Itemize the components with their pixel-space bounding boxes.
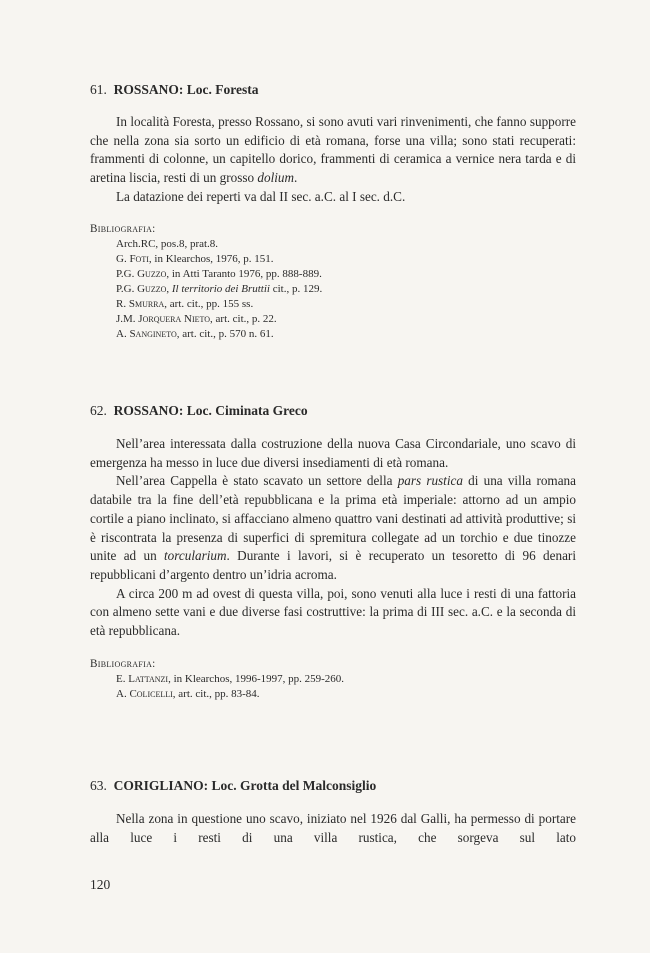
citation-author: G. Foti xyxy=(116,252,149,265)
citation-author: J.M. Jorquera Nieto xyxy=(116,312,211,325)
text-run: di una villa romana databile tra la fine dell’età repubblicana e la prima età imperiale: attorno ad un ampio cortile a piano inclinato, si affacciano almeno quattro vani destinati ad attività produttive; si è riscontrata la presenza di superfici di spremitura collegate ad un torchio e due tinozze unite ad un xyxy=(90,473,576,564)
italic-term: pars rustica xyxy=(397,473,463,489)
paragraph xyxy=(90,188,576,207)
entry-number: 61. xyxy=(90,82,107,97)
citation-author: P.G. Guzzo xyxy=(116,282,167,295)
citation-text: , art. cit., pp. 83-84. xyxy=(172,687,260,700)
bibliography-list xyxy=(90,237,576,342)
citation-author: A. Colicelli xyxy=(116,687,173,700)
page-number: 120 xyxy=(90,877,111,892)
entry-61 xyxy=(90,81,576,342)
text-run: Nell’area Cappella è stato scavato un settore della xyxy=(116,473,398,489)
entry-number: 63. xyxy=(90,778,107,793)
paragraph xyxy=(90,810,576,847)
paragraph xyxy=(90,113,576,188)
citation-author: R. Smurra xyxy=(116,297,165,310)
citation-text: , in Klearchos, 1996-1997, pp. 259-260. xyxy=(168,672,345,685)
bibliography-item xyxy=(116,297,576,312)
citation-text: , art. cit., p. 570 n. 61. xyxy=(176,327,274,340)
entry-heading xyxy=(90,777,576,794)
bibliography xyxy=(90,657,576,702)
citation-text: , in Klearchos, 1976, p. 151. xyxy=(148,252,274,265)
entry-heading xyxy=(90,81,576,98)
entry-body xyxy=(90,435,576,641)
paragraph xyxy=(90,585,576,641)
text-run: Nella zona in questione uno scavo, iniziato nel 1926 dal Galli, ha permesso di portare alla luce i resti di una villa rustica, che sorgeva sul lato xyxy=(90,811,576,845)
italic-term: torcularium xyxy=(164,548,227,564)
entry-title: ROSSANO: Loc. Ciminata Greco xyxy=(113,403,308,418)
citation-text: cit., p. 129. xyxy=(269,282,323,295)
bibliography-item xyxy=(116,312,576,327)
citation-text: , xyxy=(166,282,172,295)
paragraph xyxy=(90,472,576,584)
citation-author: P.G. Guzzo xyxy=(116,267,167,280)
bibliography-item xyxy=(116,282,576,297)
paragraph xyxy=(90,435,576,472)
text-run: A circa 200 m ad ovest di questa villa, poi, sono venuti alla luce i resti di una fattoria con almeno sette vani e due diverse fasi costruttive: la prima di III sec. a.C. e la seconda di età repubblicana. xyxy=(90,585,576,639)
entry-number: 62. xyxy=(90,403,107,418)
bibliography xyxy=(90,222,576,342)
citation-text: , art. cit., p. 22. xyxy=(210,312,277,325)
bibliography-item xyxy=(116,237,576,252)
bibliography-label: Bibliografia: xyxy=(90,222,156,235)
bibliography-item xyxy=(116,252,576,267)
entry-title: ROSSANO: Loc. Foresta xyxy=(113,82,259,97)
italic-term: dolium xyxy=(257,170,295,186)
entry-body xyxy=(90,113,576,207)
text-run: Nell’area interessata dalla costruzione della nuova Casa Circondariale, uno scavo di emergenza ha messo in luce due diversi insediamenti di età romana. xyxy=(90,436,576,470)
bibliography-label: Bibliografia: xyxy=(90,657,156,670)
text-run: La datazione dei reperti va dal II sec. a.C. al I sec. d.C. xyxy=(116,188,406,204)
text-run: . xyxy=(294,170,298,186)
citation-text: Arch.RC, pos.8, prat.8. xyxy=(116,237,219,250)
citation-author: E. Lattanzi xyxy=(116,672,169,685)
citation-author: A. Sangineto xyxy=(116,327,177,340)
bibliography-item xyxy=(116,267,576,282)
bibliography-list xyxy=(90,672,576,702)
citation-text: , in Atti Taranto 1976, pp. 888-889. xyxy=(166,267,322,280)
citation-text: , art. cit., pp. 155 ss. xyxy=(164,297,254,310)
entry-title: CORIGLIANO: Loc. Grotta del Malconsiglio xyxy=(113,778,377,793)
bibliography-item xyxy=(116,327,576,342)
entry-63 xyxy=(90,777,576,847)
text-run: . Durante i lavori, si è recuperato un tesoretto di 96 denari repubblicani d’argento dentro un’idria acroma. xyxy=(90,548,576,582)
citation-work-title: Il territorio dei Bruttii xyxy=(171,282,270,295)
entry-body xyxy=(90,810,576,847)
bibliography-item xyxy=(116,672,576,687)
bibliography-item xyxy=(116,687,576,702)
entry-62 xyxy=(90,402,576,702)
entry-heading xyxy=(90,402,576,419)
text-run: In località Foresta, presso Rossano, si sono avuti vari rinvenimenti, che fanno supporre che nella zona sia sorto un edificio di età romana, forse una villa; sono stati recuperati: frammenti di colonne, un capitello dorico, frammenti di ceramica a vernice nera tarda e di aretina liscia, resti di un grosso xyxy=(90,114,576,186)
